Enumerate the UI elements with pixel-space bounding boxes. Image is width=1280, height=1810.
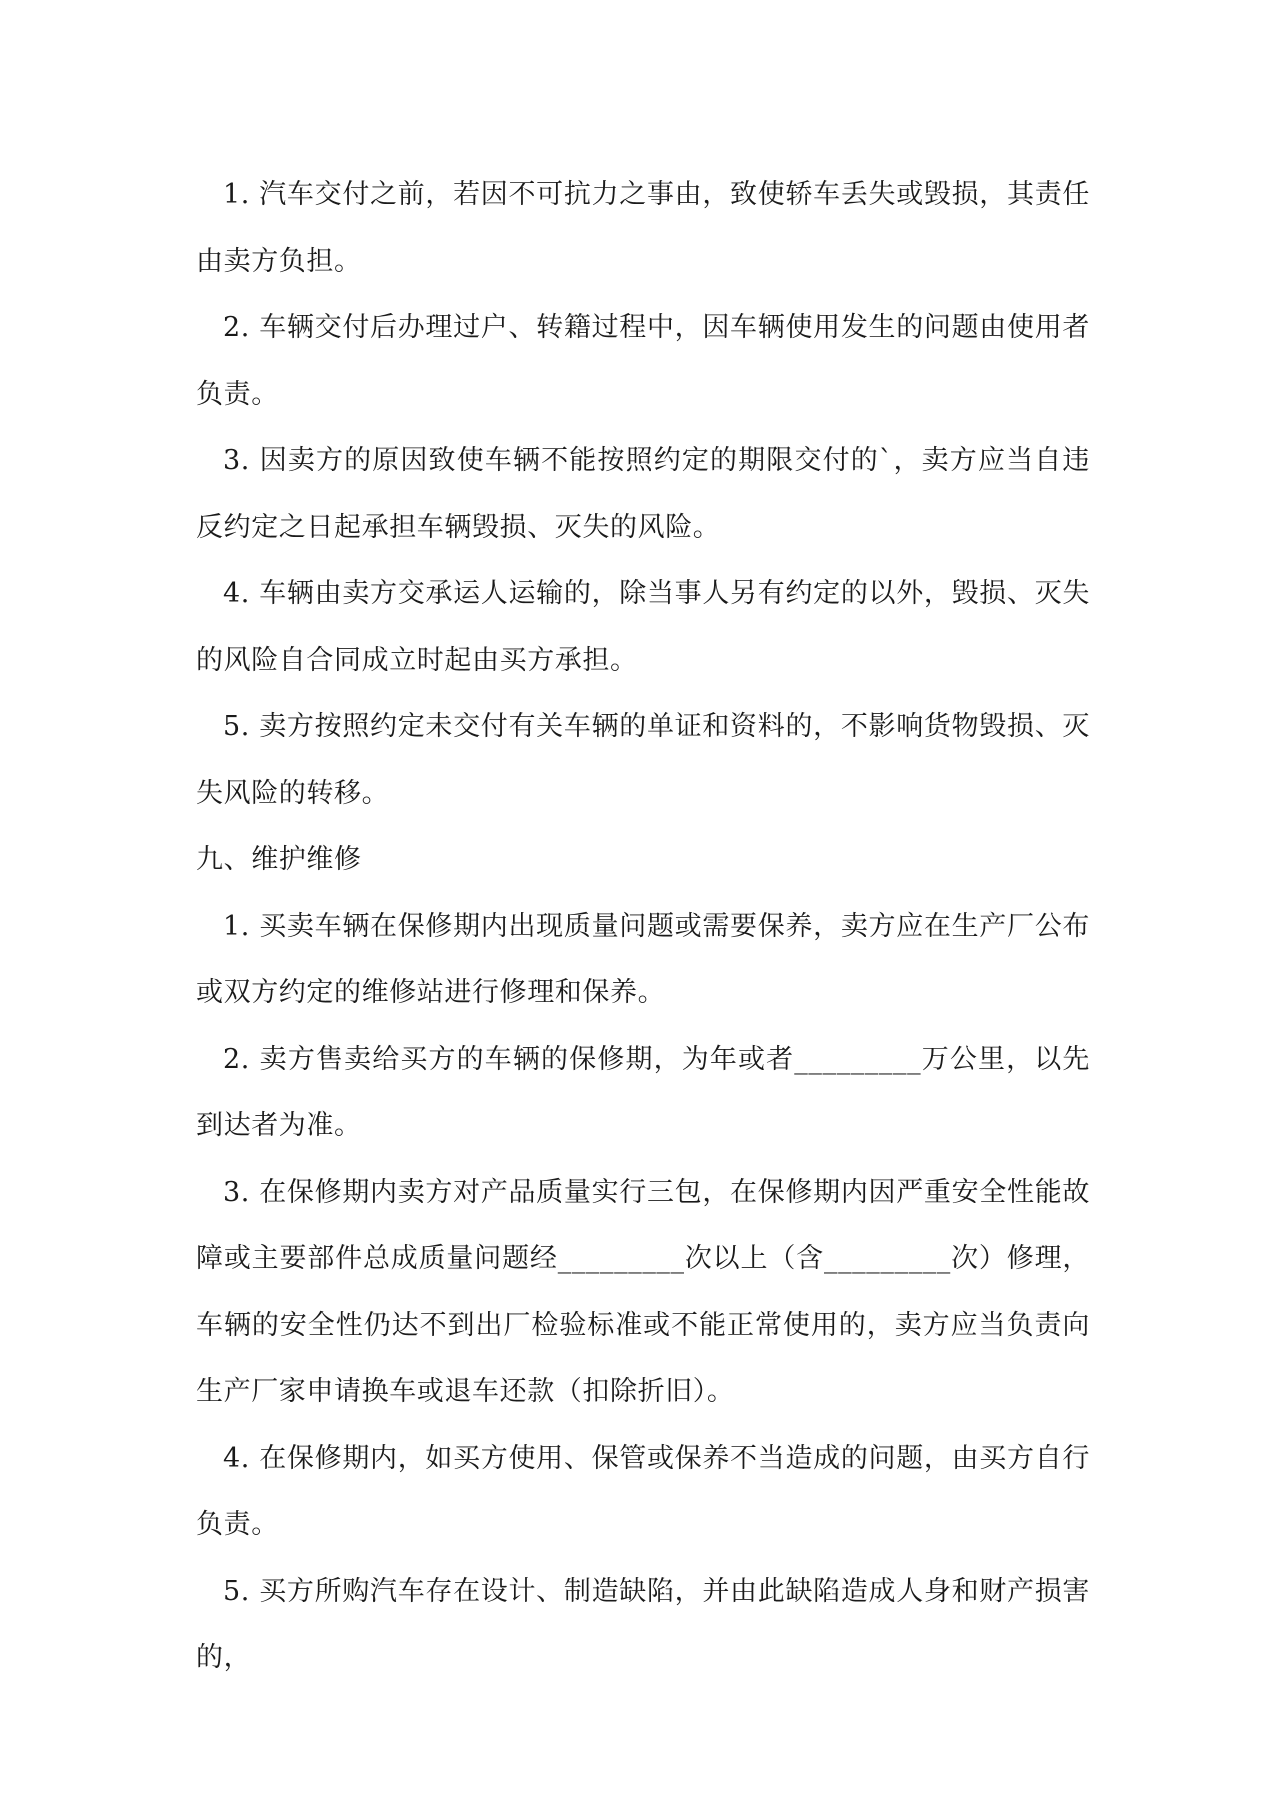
document-body [196, 162, 1090, 1692]
paragraph-risk-1: 1. 汽车交付之前，若因不可抗力之事由，致使轿车丢失或毁损，其责任由卖方负担。 [196, 179, 1090, 277]
paragraph-maintenance-3: 3. 在保修期内卖方对产品质量实行三包，在保修期内因严重安全性能故障或主要部件总成质量问题经_________次以上（含_________次）修理，车辆的安全性仍达不到出厂检验标准或不能正常使用的，卖方应当负责向生产厂家申请换车或退车还款（扣除折旧）。 [196, 1176, 1090, 1407]
paragraph-maintenance-2: 2. 卖方售卖给买方的车辆的保修期，为年或者_________万公里，以先到达者为准。 [196, 1043, 1090, 1141]
paragraph-maintenance-1: 1. 买卖车辆在保修期内出现质量问题或需要保养，卖方应在生产厂公布或双方约定的维修站进行修理和保养。 [196, 910, 1090, 1008]
paragraph-risk-3: 3. 因卖方的原因致使车辆不能按照约定的期限交付的`，卖方应当自违反约定之日起承担车辆毁损、灭失的风险。 [196, 445, 1090, 543]
paragraph-maintenance-4: 4. 在保修期内，如买方使用、保管或保养不当造成的问题，由买方自行负责。 [196, 1442, 1090, 1540]
paragraph-maintenance-5: 5. 买方所购汽车存在设计、制造缺陷，并由此缺陷造成人身和财产损害的， [196, 1575, 1090, 1673]
paragraph-risk-4: 4. 车辆由卖方交承运人运输的，除当事人另有约定的以外，毁损、灭失的风险自合同成立时起由买方承担。 [196, 578, 1090, 676]
paragraph-risk-2: 2. 车辆交付后办理过户、转籍过程中，因车辆使用发生的问题由使用者负责。 [196, 312, 1090, 410]
paragraph-risk-5: 5. 卖方按照约定未交付有关车辆的单证和资料的，不影响货物毁损、灭失风险的转移。 [196, 711, 1090, 809]
section-heading: 九、维护维修 [196, 844, 362, 875]
